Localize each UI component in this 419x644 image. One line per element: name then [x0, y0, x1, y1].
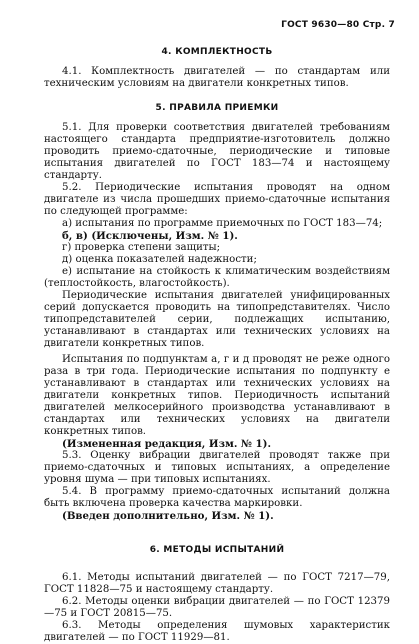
item-a: а) испытания по программе приемочных по ГОСТ 183—74; [62, 218, 383, 229]
para-6-1: 6.1. Методы испытаний двигателей — по ГОСТ 7217—79, ГОСТ 11828—75 и настоящему стандарту. [44, 572, 390, 595]
item-d: д) оценка показателей надежности; [62, 254, 257, 265]
item-g: г) проверка степени защиты; [62, 242, 221, 253]
section-6-title: 6. МЕТОДЫ ИСПЫТАНИЙ [149, 545, 285, 555]
section-4-title: 4. КОМПЛЕКТНОСТЬ [161, 47, 273, 57]
para-5-3: 5.3. Оценку вибрации двигателей проводят также при приемо-сдаточных и типовых испытаниях, а определение уровня шума — при типовых испытаниях. [44, 450, 390, 485]
para-6-3: 6.3. Методы определения шумовых характеристик двигателей — по ГОСТ 11929—81. [44, 620, 390, 643]
section-5-title: 5. ПРАВИЛА ПРИЕМКИ [155, 103, 279, 113]
para-5-2-series: Периодические испытания двигателей унифицированных серий допускается проводить на типопредставителях. Число типопредставителей серии, подлежащих испытанию, устанавливают в стандартах или технических условиях на двигатели конкретных типов. [44, 290, 390, 349]
page-header: ГОСТ 9630—80 Стр. 7 [281, 20, 395, 30]
para-5-4: 5.4. В программу приемо-сдаточных испытаний должна быть включена проверка качества маркировки. [44, 486, 390, 509]
amendment-note-2: (Введен дополнительно, Изм. № 1). [62, 510, 274, 522]
para-4-1: 4.1. Комплектность двигателей — по стандартам или техническим условиям на двигатели конкретных типов. [44, 66, 390, 89]
para-5-1: 5.1. Для проверки соответствия двигателей требованиям настоящего стандарта предприятие-изготовитель должно проводить приемо-сдаточные, периодические и типовые испытания двигателей по ГОСТ 183—74 и настоящему стандарту. [44, 122, 390, 181]
para-5-2: 5.2. Периодические испытания проводят на одном двигателе из числа прошедших приемо-сдаточные испытания по следующей программе: [44, 182, 390, 217]
item-bv: б, в) (Исключены, Изм. № 1). [62, 230, 238, 242]
para-5-2-periodicity: Испытания по подпунктам а, г и д проводят не реже одного раза в три года. Периодические испытания по подпункту е устанавливают в стандартах или технических условиях на двигатели конкретных типов. Периодичность испытаний двигателей мелкосерийного производства устанавливают в стандартах или технических условиях на двигатели конкретных типов. [44, 354, 390, 437]
para-6-2: 6.2. Методы оценки вибрации двигателей — по ГОСТ 12379—75 и ГОСТ 20815—75. [44, 596, 390, 619]
item-e: е) испытание на стойкость к климатическим воздействиям (теплостойкость, влагостойкость). [44, 266, 390, 289]
page-content [44, 46, 390, 644]
amendment-note-1: (Измененная редакция, Изм. № 1). [62, 438, 272, 450]
